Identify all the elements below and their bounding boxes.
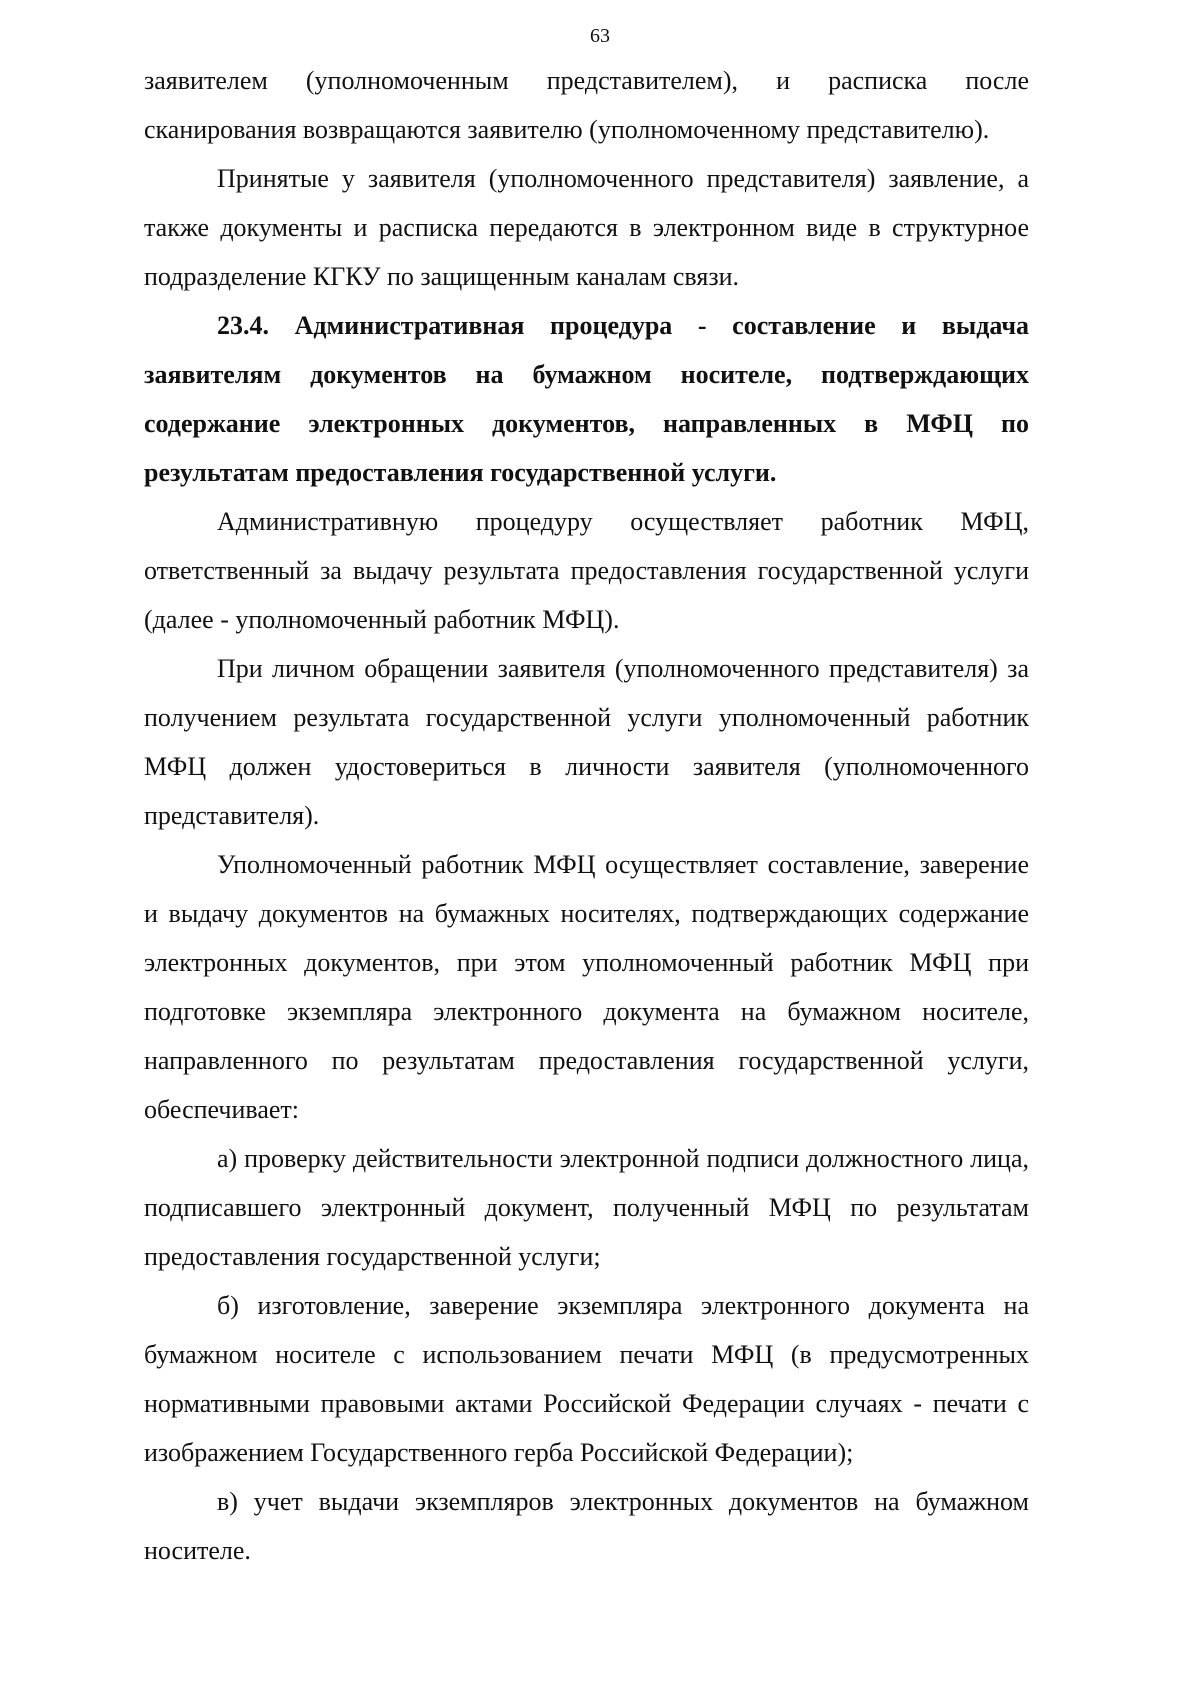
list-item-a: а) проверку действительности электронной подписи должностного лица, подписавшего электронный документ, полученный МФЦ по результатам предоставления государственной услуги;: [144, 1144, 1029, 1271]
paragraph-procedure-performer: Административную процедуру осуществляет работник МФЦ, ответственный за выдачу результата предоставления государственной услуги (далее - уполномоченный работник МФЦ).: [144, 507, 1029, 634]
paragraph-issuance-duties: Уполномоченный работник МФЦ осуществляет составление, заверение и выдачу документов на бумажных носителях, подтверждающих содержание электронных документов, при этом уполномоченный работник МФЦ при подготовке экземпляра электронного документа на бумажном носителе, направленного по результатам предоставления государственной услуги, обеспечивает:: [144, 850, 1029, 1124]
list-item-b: б) изготовление, заверение экземпляра электронного документа на бумажном носителе с использованием печати МФЦ (в предусмотренных нормативными правовыми актами Российской Федерации случаях - печати с изображением Государственного герба Российской Федерации);: [144, 1291, 1029, 1467]
paragraph-personal-visit: При личном обращении заявителя (уполномоченного представителя) за получением результата государственной услуги уполномоченный работник МФЦ должен удостовериться в личности заявителя (уполномоченного представителя).: [144, 654, 1029, 830]
paragraph-continuation: заявителем (уполномоченным представителем), и расписка после сканирования возвращаются заявителю (уполномоченному представителю).: [144, 66, 1029, 144]
page-number: 63: [590, 25, 610, 47]
document-body: [144, 56, 1029, 1575]
paragraph-accepted-documents: Принятые у заявителя (уполномоченного представителя) заявление, а также документы и расписка передаются в электронном виде в структурное подразделение КГКУ по защищенным каналам связи.: [144, 164, 1029, 291]
section-heading-23-4: 23.4. Административная процедура - составление и выдача заявителям документов на бумажном носителе, подтверждающих содержание электронных документов, направленных в МФЦ по результатам предоставления государственной услуги.: [144, 311, 1029, 487]
list-item-c: в) учет выдачи экземпляров электронных документов на бумажном носителе.: [144, 1487, 1029, 1565]
